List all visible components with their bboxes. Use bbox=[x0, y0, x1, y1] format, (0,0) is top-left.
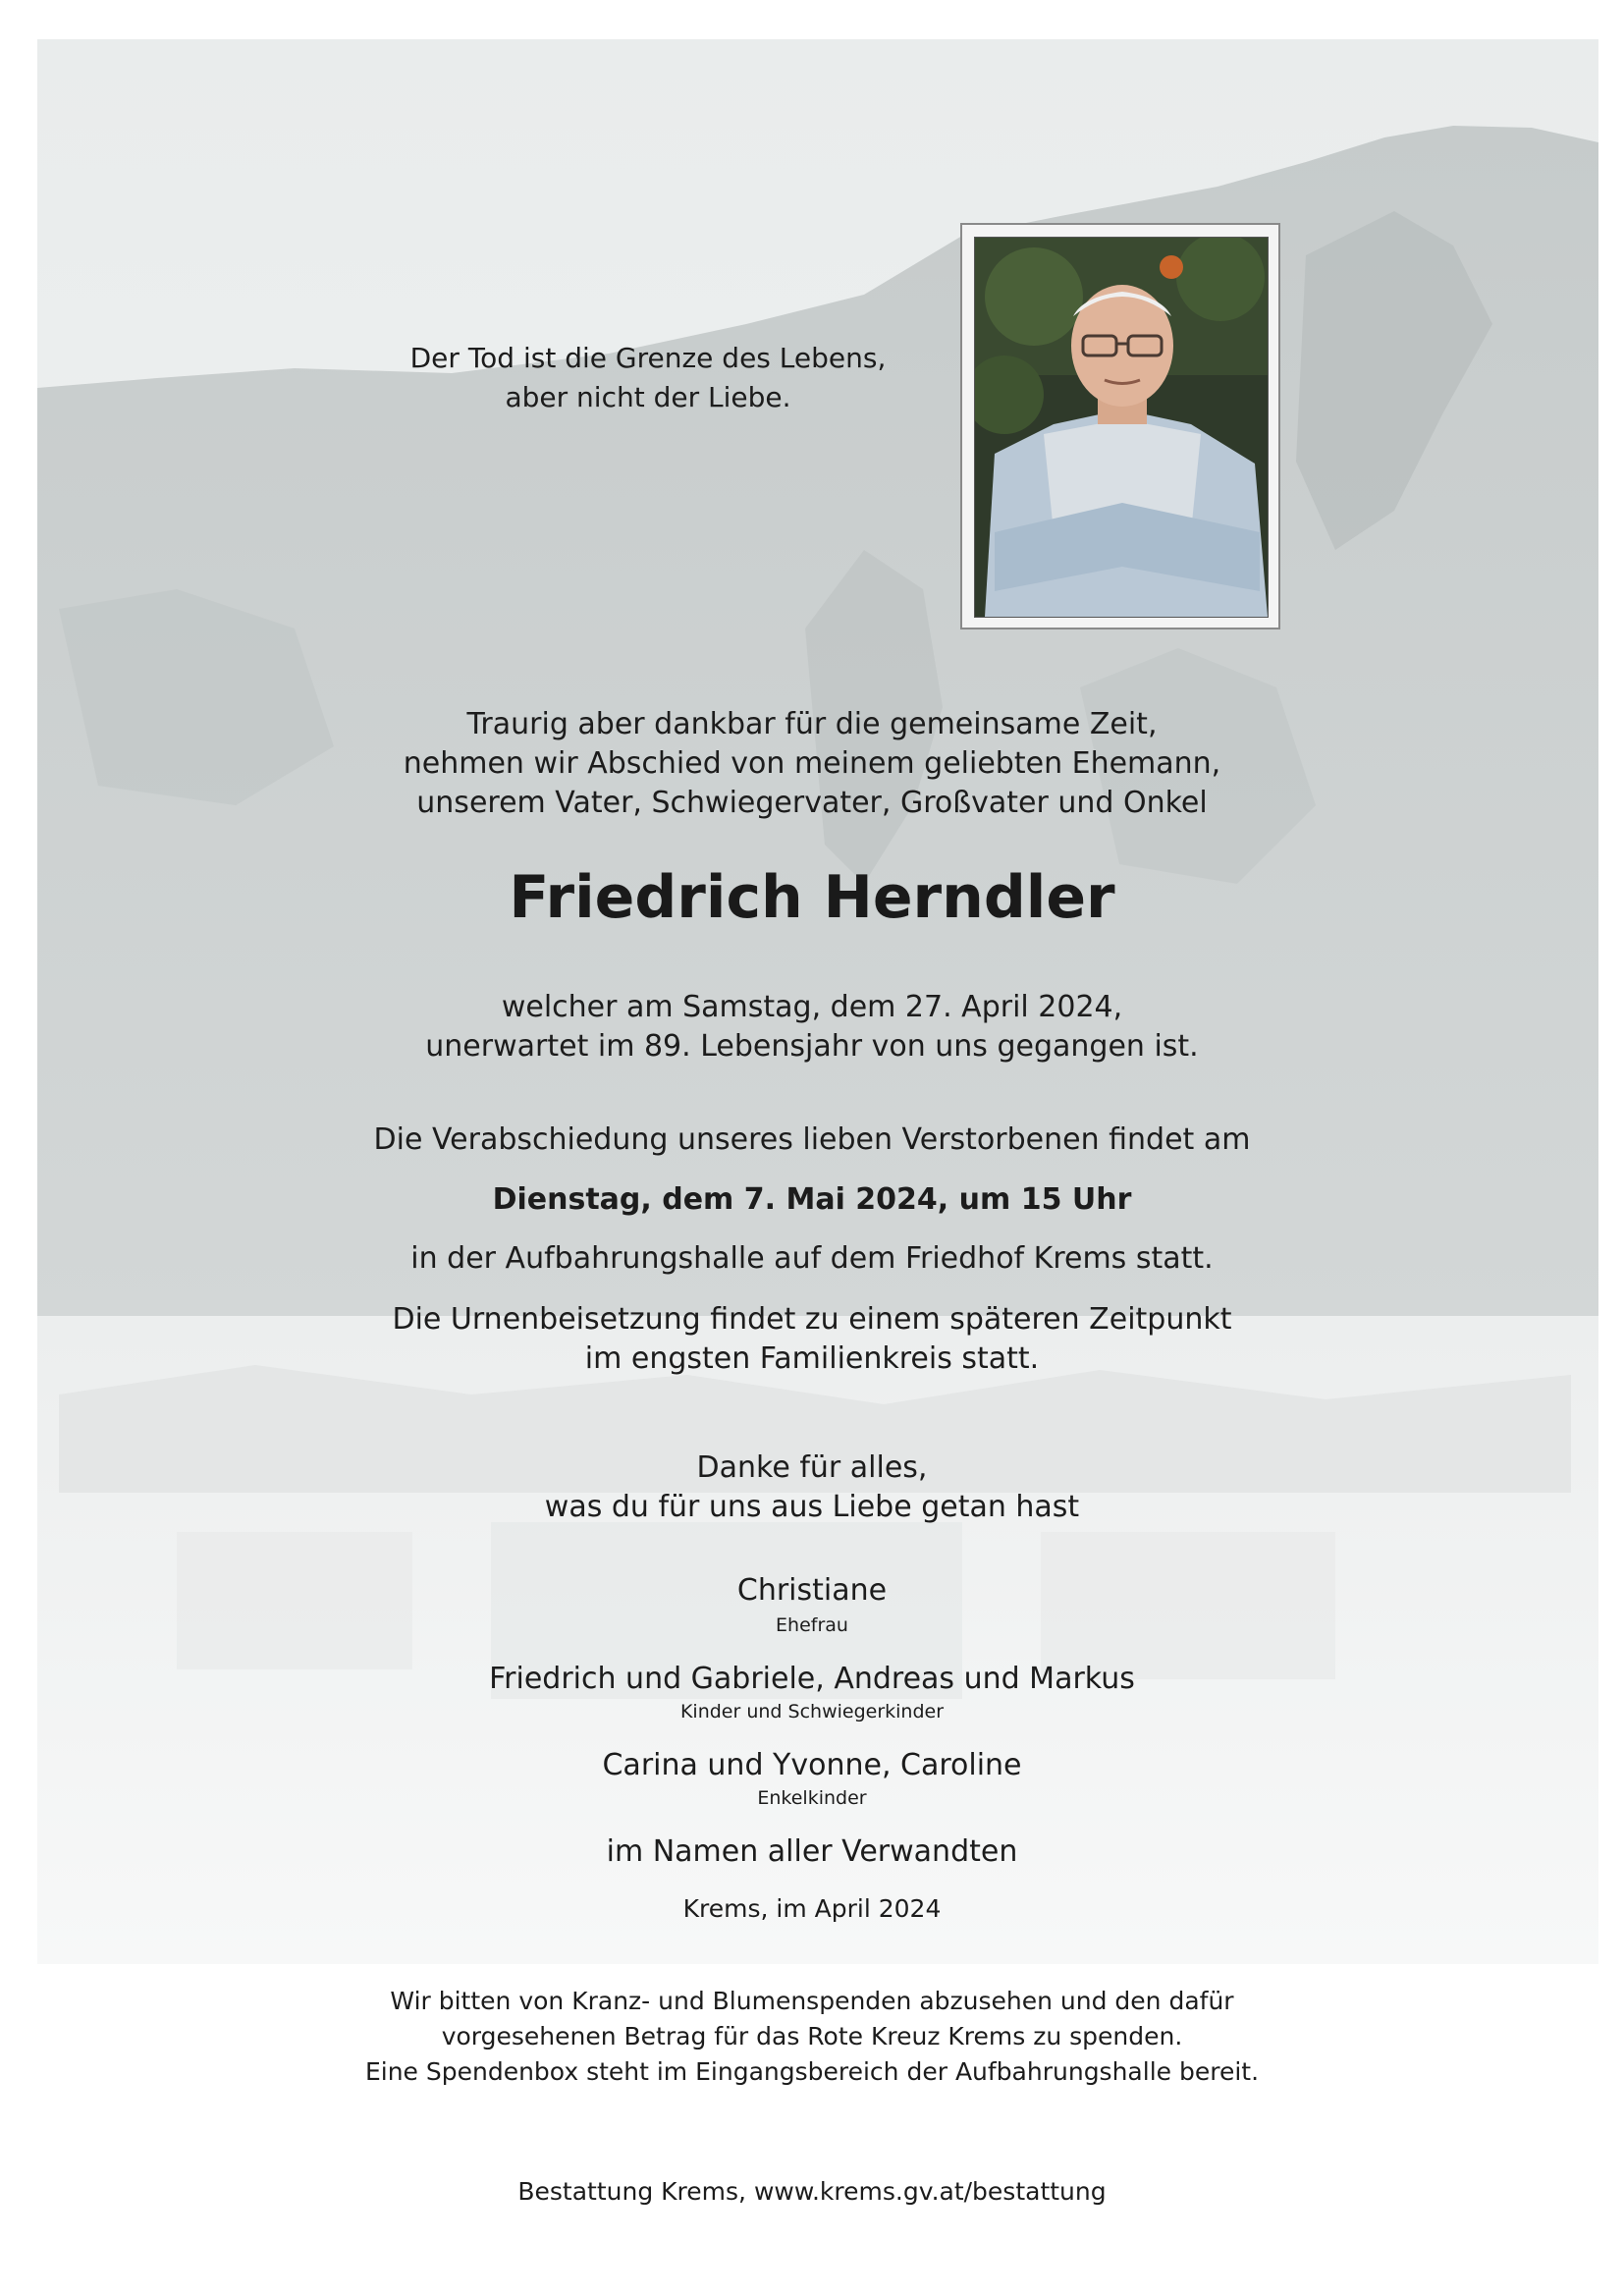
portrait-image bbox=[975, 238, 1268, 617]
quote-line-1: Der Tod ist die Grenze des Lebens, bbox=[409, 342, 887, 374]
donation-line-3: Eine Spendenbox steht im Eingangsbereich der Aufbahrungshalle bereit. bbox=[364, 2057, 1260, 2086]
donation-line-1: Wir bitten von Kranz- und Blumenspenden abzusehen und den dafür bbox=[390, 1987, 1234, 2015]
death-info bbox=[0, 988, 1624, 1066]
quote bbox=[383, 339, 913, 417]
farewell-intro: Die Verabschiedung unseres lieben Verstorbenen findet am bbox=[373, 1122, 1251, 1157]
mourner-relation: Ehefrau bbox=[776, 1614, 848, 1636]
thanks-line-2: was du für uns aus Liebe getan hast bbox=[544, 1490, 1080, 1524]
portrait-frame bbox=[960, 223, 1280, 629]
intro-line-3: unserem Vater, Schwiegervater, Großvater und Onkel bbox=[416, 786, 1208, 820]
farewell-place: in der Aufbahrungshalle auf dem Friedhof Krems statt. bbox=[410, 1241, 1214, 1276]
thanks-line-1: Danke für alles, bbox=[696, 1450, 928, 1485]
death-line-2: unerwartet im 89. Lebensjahr von uns gegangen ist. bbox=[425, 1029, 1199, 1064]
donation-line-2: vorgesehenen Betrag für das Rote Kreuz Krems zu spenden. bbox=[441, 2022, 1183, 2050]
death-line-1: welcher am Samstag, dem 27. April 2024, bbox=[501, 990, 1123, 1024]
mourner-names: Christiane bbox=[736, 1573, 888, 1608]
urn-line-1: Die Urnenbeisetzung findet zu einem späteren Zeitpunkt bbox=[392, 1302, 1232, 1337]
donation-text bbox=[0, 1984, 1624, 2090]
relatives-text: im Namen aller Verwandten bbox=[606, 1834, 1018, 1869]
urn-line-2: im engsten Familienkreis statt. bbox=[584, 1341, 1040, 1376]
thanks-text bbox=[0, 1449, 1624, 1527]
intro-line-2: nehmen wir Abschied von meinem geliebten Ehemann, bbox=[403, 746, 1221, 781]
footer-text: Bestattung Krems, www.krems.gv.at/bestattung bbox=[517, 2177, 1107, 2206]
intro-text bbox=[0, 705, 1624, 823]
portrait-photo bbox=[974, 237, 1269, 618]
mourner-relation: Kinder und Schwiegerkinder bbox=[679, 1701, 945, 1722]
place-date: Krems, im April 2024 bbox=[682, 1894, 942, 1923]
mourner-names: Friedrich und Gabriele, Andreas und Markus bbox=[489, 1662, 1135, 1696]
quote-line-2: aber nicht der Liebe. bbox=[505, 381, 791, 413]
intro-line-1: Traurig aber dankbar für die gemeinsame Zeit, bbox=[466, 707, 1158, 741]
urn-info bbox=[0, 1300, 1624, 1379]
farewell-date: Dienstag, dem 7. Mai 2024, um 15 Uhr bbox=[492, 1182, 1132, 1217]
mourner-relation: Enkelkinder bbox=[757, 1787, 867, 1809]
deceased-name: Friedrich Herndler bbox=[509, 863, 1115, 932]
mourner-names: Carina und Yvonne, Caroline bbox=[602, 1748, 1022, 1782]
